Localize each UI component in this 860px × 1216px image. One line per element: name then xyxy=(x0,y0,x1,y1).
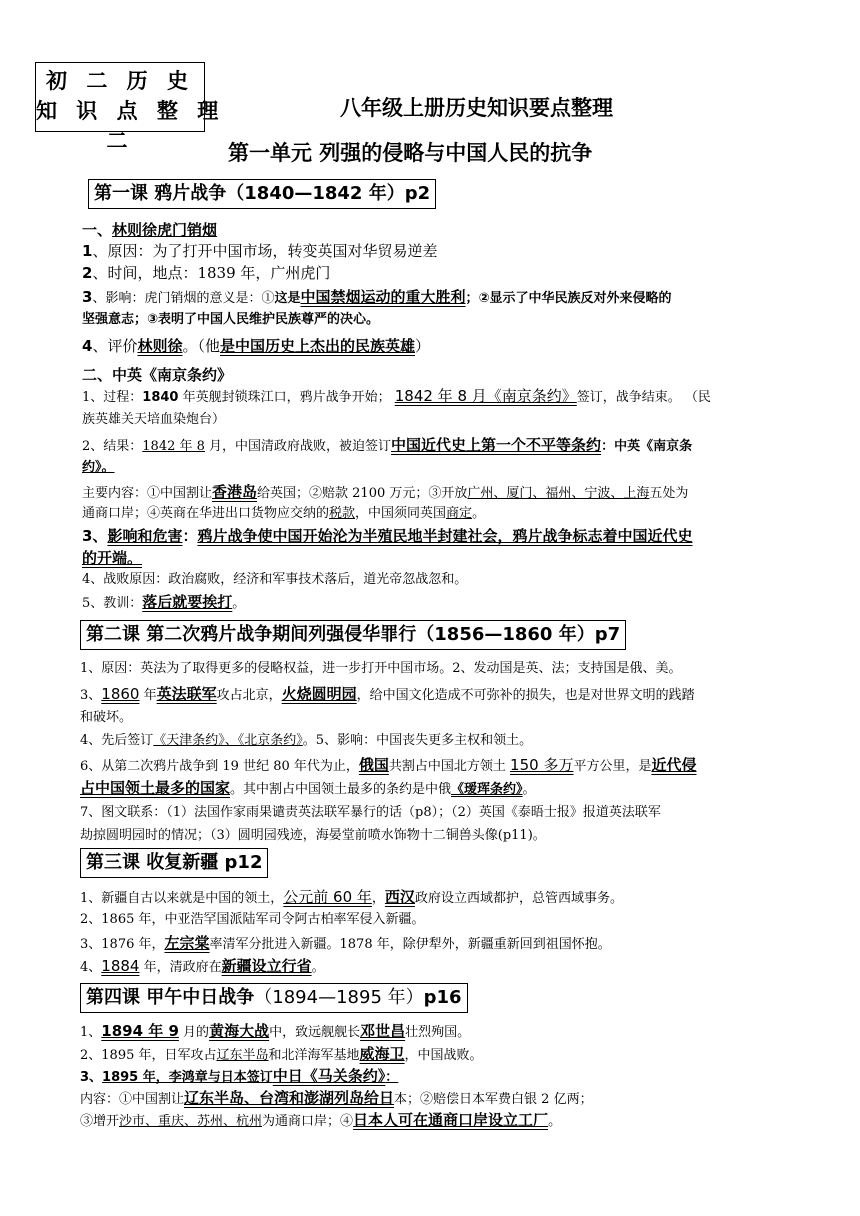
text: 月，中国清政府战败，被迫签订 xyxy=(204,439,392,454)
lesson-2-line-7-cont: 劫掠圆明园时的情况；（3）圆明园残迹，海晏堂前喷水饰物十二铜兽头像(p11)。 xyxy=(80,828,546,843)
lesson-1-para-2-cont: 约》。 xyxy=(82,460,115,475)
text: 5、教训： xyxy=(82,596,143,611)
text: 广州、厦门、福州、宁波、上海 xyxy=(467,486,650,501)
text: 五处为 xyxy=(649,486,689,501)
text: ，中国须同英国 xyxy=(355,506,447,521)
text: ，中国战败。 xyxy=(404,1048,483,1063)
lesson-1-contents-2 xyxy=(82,503,485,525)
lesson-3-line-2: 2、1865 年，中亚浩罕国派陆军司令阿古柏率军侵入新疆。 xyxy=(80,912,425,927)
highlight: 1842 年 8 月《南京条约》 xyxy=(394,387,577,405)
lesson-2-line-3-cont: 和破坏。 xyxy=(80,710,133,725)
lesson-2-line-3 xyxy=(80,683,695,707)
highlight: 俄国 xyxy=(358,756,389,774)
highlight: 香港岛 xyxy=(212,483,258,501)
section-number: 一、 xyxy=(82,221,113,239)
lesson-3-line-4 xyxy=(80,955,325,979)
highlight: 林则徐 xyxy=(137,337,183,355)
highlight: 公元前 60 年 xyxy=(283,888,372,906)
text: ） xyxy=(415,337,431,355)
text: 3、 xyxy=(80,1070,103,1085)
text: 壮烈殉国。 xyxy=(405,1025,471,1040)
highlight: 日本人可在通商口岸设立工厂 xyxy=(353,1111,549,1129)
stamp-line-1: 初 二 历 史 xyxy=(46,69,194,93)
lesson-4-title xyxy=(80,983,468,1013)
lesson-2-line-4 xyxy=(80,730,532,752)
highlight: 左宗棠 xyxy=(164,934,210,952)
highlight: 中国禁烟运动的重大胜利 xyxy=(300,288,466,306)
text: 2、1895 年，日军攻占 xyxy=(80,1048,217,1063)
text: 商定 xyxy=(446,506,473,521)
text: 3、1876 年， xyxy=(80,937,165,952)
highlight: 西汉 xyxy=(384,888,415,906)
text: ， xyxy=(371,891,385,906)
highlight: 邓世昌 xyxy=(360,1022,406,1040)
document-title: 八年级上册历史知识要点整理 xyxy=(340,96,613,120)
text: 。 xyxy=(232,596,246,611)
lesson-1-section-1-heading xyxy=(82,219,217,240)
lesson-1-para-5 xyxy=(82,591,245,615)
text: 1840 xyxy=(142,390,179,405)
text: 4、先后签订 xyxy=(80,733,154,748)
text: 。其中割占中国领土最多的条约是中俄 xyxy=(230,782,452,797)
text: 中，致远舰舰长 xyxy=(269,1025,361,1040)
text: 。 xyxy=(548,1114,562,1129)
text: 6、从第二次鸦片战争到 19 世纪 80 年代为止， xyxy=(80,759,359,774)
text: ，给中国文化造成不可弥补的损失，也是对世界文明的践踏 xyxy=(356,688,695,703)
highlight: 近代侵 xyxy=(651,756,697,774)
text: ③增开 xyxy=(80,1114,120,1129)
lesson-2-line-6-cont xyxy=(80,777,536,801)
text: 1、新疆自古以来就是中国的领土， xyxy=(80,891,284,906)
lesson-4-line-4 xyxy=(80,1087,593,1111)
text: 1、 xyxy=(80,1025,102,1040)
stamp-line-3: 二 xyxy=(106,129,134,153)
highlight: 《瑷珲条约》 xyxy=(451,782,523,797)
highlight: 占中国领土最多的国家 xyxy=(80,779,231,797)
text: 为通商口岸；④ xyxy=(262,1114,354,1129)
text: 平方公里，是 xyxy=(573,759,652,774)
lesson-1-line-4 xyxy=(82,335,430,357)
lesson-1-para-3 xyxy=(82,525,692,549)
highlight: 威海卫 xyxy=(359,1045,405,1063)
highlight: 中日《马关条约》 xyxy=(272,1067,386,1085)
text: 、评价 xyxy=(92,337,138,355)
text: ：中英《南京条 xyxy=(601,439,693,454)
lesson-1-para-2 xyxy=(82,434,692,458)
text: 。 xyxy=(472,506,486,521)
text: ；②显示了中华民族反对外来侵略的 xyxy=(465,291,672,306)
text: ： xyxy=(182,527,198,545)
text: 年英舰封锁珠江口，鸦片战争开始； xyxy=(178,390,395,405)
text: 年 xyxy=(139,688,157,703)
lesson-1-title: 第一课 鸦片战争（1840—1842 年）p2 xyxy=(88,179,436,209)
highlight: 影响和危害 xyxy=(107,527,183,545)
text: 政府设立西域都护，总管西域事务。 xyxy=(414,891,623,906)
text: 。 xyxy=(522,782,536,797)
subject-stamp xyxy=(35,62,225,153)
text: 这是 xyxy=(274,291,301,306)
highlight: 中国近代史上第一个不平等条约 xyxy=(391,436,602,454)
highlight: 是中国历史上杰出的民族英雄 xyxy=(219,337,415,355)
lesson-1-line-3 xyxy=(82,286,672,310)
text: 率清军分批进入新疆。1878 年，除伊犁外，新疆重新回到祖国怀抱。 xyxy=(209,937,611,952)
unit-title: 第一单元 列强的侵略与中国人民的抗争 xyxy=(228,141,593,165)
highlight: 1894 年 9 xyxy=(101,1022,179,1040)
text: 沙市、重庆、苏州、杭州 xyxy=(119,1114,263,1129)
item-text: 、时间，地点：1839 年，广州虎门 xyxy=(92,264,331,282)
text: 3、 xyxy=(82,527,108,545)
highlight: 1860 xyxy=(101,685,140,703)
text: 内容：①中国割让 xyxy=(80,1092,185,1107)
lesson-1-line-3-cont: 坚强意志；③表明了中国人民维护民族尊严的决心。 xyxy=(82,312,380,327)
lesson-3-line-3 xyxy=(80,932,611,956)
lesson-1-para-1 xyxy=(82,385,711,409)
lesson-2-title: 第二课 第二次鸦片战争期间列强侵华罪行（1856—1860 年）p7 xyxy=(80,620,626,650)
text: ： xyxy=(385,1070,399,1085)
text: 年，清政府在 xyxy=(139,960,222,975)
item-number: 3 xyxy=(82,288,93,306)
highlight: 火烧圆明园 xyxy=(281,685,357,703)
text: 3、 xyxy=(80,688,102,703)
text: 。（他 xyxy=(182,337,220,355)
text: 。 xyxy=(311,960,325,975)
highlight: 鸦片战争使中国开始沦为半殖民地半封建社会，鸦片战争标志着中国近代史 xyxy=(197,527,693,545)
text: 和北洋海军基地 xyxy=(268,1048,360,1063)
text: 4、 xyxy=(80,960,102,975)
text: 、影响：虎门销烟的意义是：① xyxy=(92,291,275,306)
text: （1894—1895 年） xyxy=(254,987,424,1008)
lesson-4-line-5 xyxy=(80,1109,561,1133)
text: 1、过程： xyxy=(82,390,143,405)
text: 本；②赔偿日本军费白银 2 亿两； xyxy=(394,1092,593,1107)
item-number: 2 xyxy=(82,264,93,282)
text: 攻占北京， xyxy=(216,688,282,703)
lesson-2-line-1: 1、原因：英法为了取得更多的侵略权益，进一步打开中国市场。2、发动国是英、法；支持国是俄、美。 xyxy=(80,661,682,676)
item-number: 4 xyxy=(82,337,93,355)
text: 2、结果： xyxy=(82,439,143,454)
lesson-1-line-1 xyxy=(82,240,437,262)
text: 1842 年 8 xyxy=(142,439,205,454)
item-number: 1 xyxy=(82,242,93,260)
lesson-1-line-2 xyxy=(82,262,330,284)
lesson-4-line-2 xyxy=(80,1043,483,1067)
highlight: 黄海大战 xyxy=(209,1022,270,1040)
text: 税款 xyxy=(329,506,356,521)
highlight: 150 多万 xyxy=(510,756,574,774)
lesson-1-para-4: 4、战败原因：政治腐败，经济和军事技术落后，道光帝忽战忽和。 xyxy=(82,572,468,587)
lesson-2-line-7: 7、图文联系：（1）法国作家雨果谴责英法联军暴行的话（p8）；（2）英国《泰晤士报》报道英法联军 xyxy=(80,805,661,820)
text: 月的 xyxy=(178,1025,210,1040)
text: 签订，战争结束。 （民 xyxy=(576,390,711,405)
highlight: 英法联军 xyxy=(156,685,217,703)
highlight: 1884 xyxy=(101,957,140,975)
lesson-2-line-6 xyxy=(80,754,696,778)
section-title: 林则徐虎门销烟 xyxy=(112,221,218,239)
lesson-3-line-1 xyxy=(80,886,623,910)
text: 《天津条约》、《北京条约》 xyxy=(153,733,303,748)
text: 通商口岸；④英商在华进出口货物应交纳的 xyxy=(82,506,330,521)
lesson-1-section-2-heading: 二、中英《南京条约》 xyxy=(82,366,233,384)
lesson-1-para-3-cont: 的开端。 xyxy=(82,549,143,567)
stamp-line-2: 知 识 点 整 理 xyxy=(36,99,225,123)
text: 主要内容：①中国割让 xyxy=(82,486,213,501)
text: 1895 年，李鸿章与日本签订 xyxy=(102,1070,273,1085)
text: p16 xyxy=(423,987,462,1008)
lesson-3-title: 第三课 收复新疆 p12 xyxy=(80,848,268,878)
lesson-1-contents-1 xyxy=(82,481,688,505)
lesson-4-line-1 xyxy=(80,1020,470,1044)
lesson-4-line-3 xyxy=(80,1065,398,1089)
highlight: 落后就要挨打 xyxy=(142,593,233,611)
item-text: 、原因：为了打开中国市场，转变英国对华贸易逆差 xyxy=(92,242,438,260)
lesson-1-para-1-cont: 族英雄关天培血染炮台） xyxy=(82,412,226,427)
text: 。5、影响：中国丧失更多主权和领土。 xyxy=(302,733,533,748)
highlight: 新疆设立行省 xyxy=(221,957,312,975)
text: 辽东半岛 xyxy=(216,1048,269,1063)
text: 共割占中国北方领土 xyxy=(388,759,511,774)
highlight: 辽东半岛、台湾和澎湖列岛给日 xyxy=(184,1089,395,1107)
text: 给英国；②赔款 2100 万元；③开放 xyxy=(257,486,468,501)
text: 第四课 甲午中日战争 xyxy=(86,987,255,1008)
